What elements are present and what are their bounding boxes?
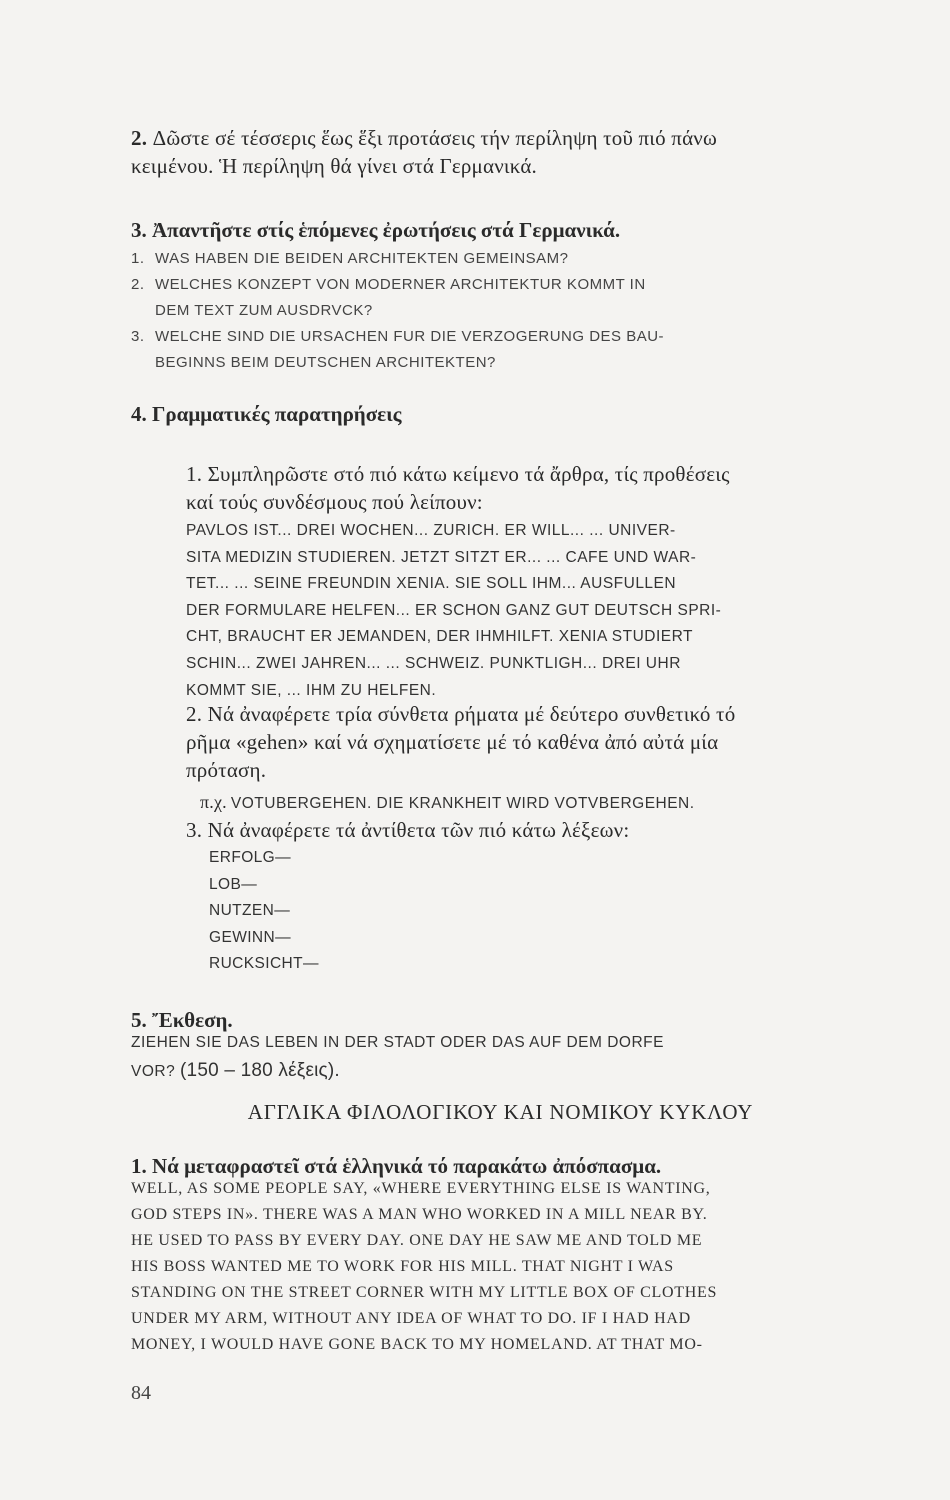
section-4-heading: [131, 400, 870, 428]
passage-line: UNDER MY ARM, WITHOUT ANY IDEA OF WHAT TO DO. IF I HAD HAD: [131, 1310, 691, 1327]
section-2: [131, 124, 870, 180]
question-3: [131, 324, 870, 350]
exercise-2-example: [200, 788, 870, 818]
section-5-line-2: [131, 1057, 870, 1086]
section-2-number: 2.: [131, 126, 148, 150]
question-1-number: 1.: [131, 250, 145, 267]
english-task-title: Νά μεταφραστεῖ στά ἑλληνικά τό παρακάτω ἀπόσπασμα.: [152, 1154, 662, 1178]
question-2-text: WELCHES KONZEPT VON MODERNER ARCHITEKTUR KOMMT IN: [155, 276, 646, 293]
question-3-text: WELCHE SIND DIE URSACHEN FUR DIE VERZOGERUNG DES BAU-: [155, 328, 665, 345]
exercise-1-instructions: [186, 460, 870, 516]
exercise-2-line-2: ρῆμα «gehen» καί νά σχηματίσετε μέ τό καθένα ἀπό αὐτά μία: [186, 730, 719, 754]
exercise-1-text: [186, 518, 880, 704]
section-5-line-1: ZIEHEN SIE DAS LEBEN IN DER STADT ODER DAS AUF DEM DORFE: [131, 1034, 664, 1051]
antonym-word-list: [209, 845, 870, 978]
section-5-line-2a: VOR?: [131, 1062, 176, 1080]
section-5-title: Ἔκθεση.: [152, 1008, 233, 1032]
section-5-prompt: [131, 1030, 870, 1085]
english-task-number: 1.: [131, 1154, 147, 1178]
exercise-1-text-line: KOMMT SIE, ... IHM ZU HELFEN.: [186, 681, 437, 699]
passage-line: WELL, AS SOME PEOPLE SAY, «WHERE EVERYTHING ELSE IS WANTING,: [131, 1180, 711, 1197]
exercise-2-line-1: 2. Νά ἀναφέρετε τρία σύνθετα ρήματα μέ δεύτερο συνθετικό τό: [186, 702, 736, 726]
section-3-title: Ἀπαντῆστε στίς ἑπόμενες ἐρωτήσεις στά Γερμανικά.: [152, 218, 621, 242]
exercise-1-text-line: TET... ... SEINE FREUNDIN XENIA. SIE SOLL IHM... AUSFULLEN: [186, 575, 677, 593]
section-2-line-2: κειμένου. Ἡ περίληψη θά γίνει στά Γερμανικά.: [131, 154, 537, 178]
exercise-2: [186, 700, 870, 784]
exercise-3-instructions: 3. Νά ἀναφέρετε τά ἀντίθετα τῶν πιό κάτω λέξεων:: [186, 818, 630, 842]
antonym-word: LOB—: [209, 875, 258, 893]
exercise-1-text-line: SCHIN... ZWEI JAHREN... ... SCHWEIZ. PUNKTLIGH... DREI UHR: [186, 654, 681, 672]
exercise-1-line-1: 1. Συμπληρῶστε στό πιό κάτω κείμενο τά ἄρθρα, τίς προθέσεις: [186, 462, 730, 486]
section-4-number: 4.: [131, 402, 147, 426]
question-3-number: 3.: [131, 328, 145, 345]
exercise-1-text-line: SITA MEDIZIN STUDIEREN. JETZT SITZT ER... ... CAFE UND WAR-: [186, 548, 697, 566]
example-label: π.χ.: [200, 792, 227, 812]
example-text: VOTUBERGEHEN. DIE KRANKHEIT WIRD VOTVBERGEHEN.: [230, 795, 695, 812]
question-2-continuation: DEM TEXT ZUM AUSDRVCK?: [155, 302, 373, 319]
exercise-1-text-line: CHT, BRAUCHT ER JEMANDEN, DER IHMHILFT. XENIA STUDIERT: [186, 628, 693, 646]
passage-line: MONEY, I WOULD HAVE GONE BACK TO MY HOMELAND. AT THAT MO-: [131, 1336, 703, 1353]
section-2-text-1: Δῶστε σέ τέσσερις ἕως ἕξι προτάσεις τήν περίληψη τοῦ πιό πάνω: [152, 126, 718, 150]
section-3-heading: [131, 216, 870, 244]
question-1-text: WAS HABEN DIE BEIDEN ARCHITEKTEN GEMEINSAM?: [155, 250, 569, 267]
antonym-word: ERFOLG—: [209, 849, 292, 866]
exercise-1-line-2: καί τούς συνδέσμους πού λείπουν:: [186, 490, 483, 514]
antonym-word: RUCKSICHT—: [209, 955, 319, 972]
passage-line: HIS BOSS WANTED ME TO WORK FOR HIS MILL. THAT NIGHT I WAS: [131, 1258, 674, 1275]
section-2-line-1: [131, 124, 870, 152]
section-3-questions: [131, 246, 870, 376]
passage-line: STANDING ON THE STREET CORNER WITH MY LITTLE BOX OF CLOTHES: [131, 1284, 718, 1301]
exercise-1-text-line: PAVLOS IST... DREI WOCHEN... ZURICH. ER WILL... ... UNIVER-: [186, 522, 676, 539]
section-4-title: Γραμματικές παρατηρήσεις: [152, 402, 402, 426]
exercise-1-text-line: DER FORMULARE HELFEN... ER SCHON GANZ GUT DEUTSCH SPRI-: [186, 601, 722, 619]
page-number: 84: [131, 1382, 151, 1404]
section-5-number: 5.: [131, 1008, 147, 1032]
english-section-header: ΑΓΓΛΙΚΑ ΦΙΛΟΛΟΓΙΚΟΥ ΚΑΙ ΝΟΜΙΚΟΥ ΚΥΚΛΟΥ: [247, 1100, 754, 1124]
english-passage: [131, 1176, 880, 1358]
passage-line: GOD STEPS IN». THERE WAS A MAN WHO WORKED IN A MILL NEAR BY.: [131, 1206, 708, 1223]
question-2: [131, 272, 870, 298]
passage-line: HE USED TO PASS BY EVERY DAY. ONE DAY HE SAW ME AND TOLD ME: [131, 1232, 703, 1249]
section-5-word-count: (150 – 180 λέξεις).: [180, 1059, 340, 1081]
exercise-2-line-3: πρόταση.: [186, 758, 267, 782]
question-3-continuation: BEGINNS BEIM DEUTSCHEN ARCHITEKTEN?: [155, 354, 496, 371]
question-2-number: 2.: [131, 276, 145, 293]
antonym-word: GEWINN—: [209, 928, 292, 946]
question-1: [131, 246, 870, 272]
antonym-word: NUTZEN—: [209, 902, 291, 919]
section-3-number: 3.: [131, 218, 147, 242]
